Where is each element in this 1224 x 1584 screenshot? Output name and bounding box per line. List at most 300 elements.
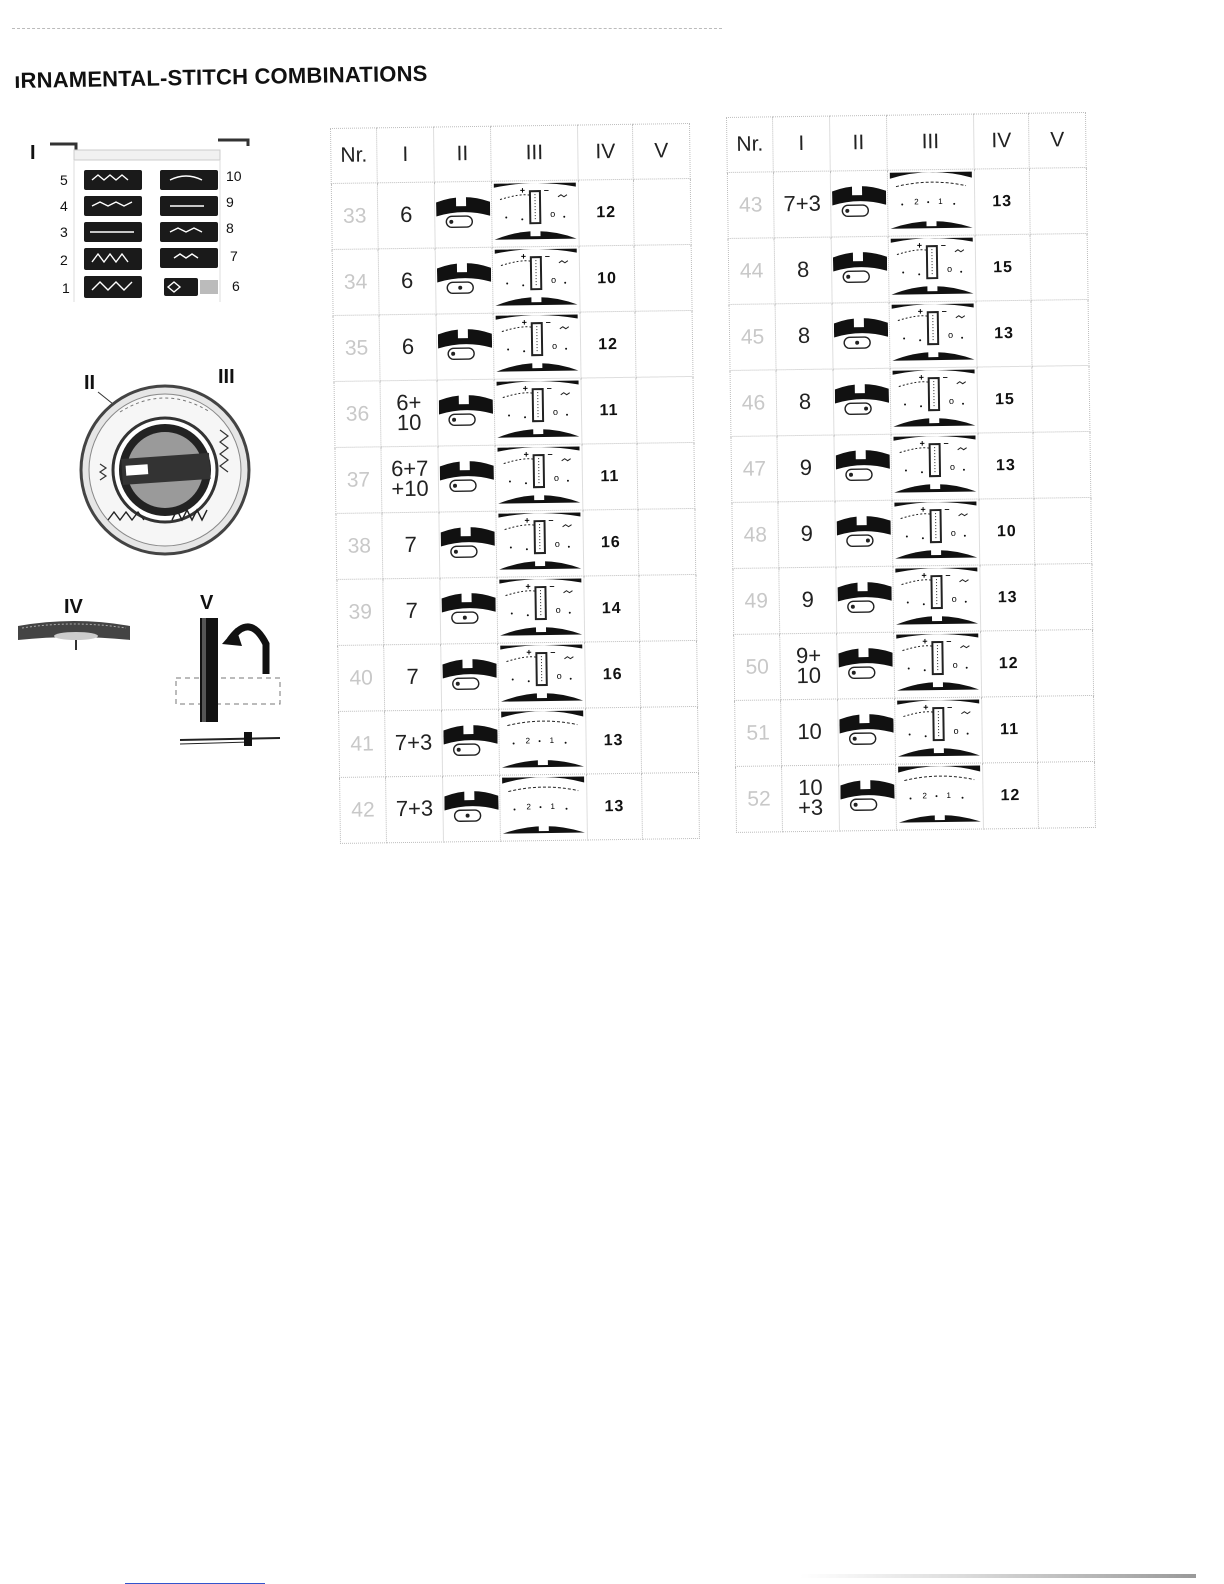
svg-text:+: + — [519, 185, 526, 196]
svg-text:–: – — [549, 580, 555, 591]
selector-lever-icon — [445, 817, 499, 835]
table-row — [340, 772, 700, 843]
wheel-value: 11 — [600, 467, 620, 485]
cell-cartridge — [381, 446, 439, 513]
cell-lever — [639, 574, 697, 641]
cell-wheel — [587, 773, 643, 840]
cell-nr — [331, 183, 378, 250]
cell-nr — [339, 711, 386, 778]
cell-selector — [435, 247, 493, 314]
svg-text:+: + — [918, 372, 924, 383]
stitch-length-dial-icon — [897, 790, 983, 828]
svg-text:o: o — [550, 208, 556, 219]
svg-text:o: o — [952, 659, 958, 670]
svg-text:+: + — [520, 251, 527, 262]
cell-lever — [633, 178, 691, 245]
cell-cartridge — [781, 699, 839, 766]
svg-text:–: – — [548, 514, 554, 525]
cell-nr — [728, 238, 775, 305]
cell-cartridge — [774, 237, 832, 304]
wheel-value: 13 — [994, 324, 1015, 342]
cartridge-left-number: 2 — [60, 252, 68, 268]
table-row — [334, 376, 694, 447]
svg-text:o: o — [953, 725, 959, 736]
header-iii: III — [886, 114, 974, 170]
cell-dial — [888, 235, 976, 302]
cell-selector — [831, 236, 889, 303]
row-number: 51 — [746, 720, 770, 745]
stitch-length-dial-icon — [501, 801, 587, 839]
wheel-label: IV — [64, 596, 83, 618]
svg-text:o: o — [950, 527, 956, 538]
cartridge-value: 7 — [405, 597, 419, 623]
row-number: 41 — [350, 731, 374, 756]
cell-selector — [438, 445, 496, 512]
svg-text:+: + — [923, 702, 929, 713]
svg-text:o: o — [554, 538, 560, 549]
row-number: 52 — [747, 786, 771, 811]
cell-nr — [734, 634, 781, 701]
svg-text:+: + — [526, 647, 532, 658]
cell-wheel — [584, 575, 640, 642]
cartridge-right-number: 9 — [226, 194, 234, 210]
row-number: 36 — [345, 401, 370, 426]
header-ii: II — [433, 126, 491, 182]
combination-table-2 — [726, 112, 1096, 833]
selector-lever-icon — [437, 289, 491, 307]
cell-wheel — [978, 432, 1034, 499]
cell-cartridge — [775, 303, 833, 370]
table-row — [734, 629, 1094, 700]
table-header-row — [727, 112, 1087, 172]
svg-text:+: + — [920, 504, 926, 515]
cell-wheel — [579, 245, 635, 312]
cell-selector — [835, 500, 893, 567]
cell-dial — [498, 642, 586, 709]
cell-cartridge — [377, 182, 435, 249]
lever-label: V — [200, 592, 214, 614]
cartridge-value: 9 — [800, 520, 814, 546]
table-row — [337, 574, 697, 645]
table-row — [333, 310, 693, 381]
row-number: 39 — [348, 599, 373, 624]
row-number: 42 — [351, 797, 375, 822]
cell-wheel — [977, 366, 1033, 433]
cartridge-value: 7 — [404, 531, 418, 557]
svg-text:+: + — [917, 306, 924, 317]
wheel-value: 13 — [604, 797, 625, 815]
table-header-row — [331, 123, 691, 183]
cell-selector — [440, 577, 498, 644]
cell-dial — [889, 301, 977, 368]
header-iv: IV — [973, 113, 1029, 169]
selector-lever-icon — [840, 740, 894, 758]
cell-dial — [887, 169, 975, 236]
row-number: 33 — [342, 204, 367, 228]
cell-wheel — [980, 564, 1036, 631]
header-ii: II — [829, 115, 887, 171]
cell-wheel — [583, 509, 639, 576]
svg-text:o: o — [555, 604, 561, 615]
stitch-width-dial-icon — [498, 580, 584, 642]
svg-text:–: – — [546, 382, 552, 393]
cartridge-value: 6+ 10 — [396, 389, 422, 435]
svg-text:–: – — [945, 569, 951, 580]
svg-text:–: – — [946, 635, 952, 646]
svg-text:2: 2 — [914, 197, 919, 207]
svg-text:+: + — [922, 636, 928, 647]
cell-nr — [727, 172, 774, 239]
row-number: 44 — [739, 258, 764, 283]
wheel-value: 14 — [601, 599, 622, 617]
cell-dial — [892, 499, 980, 566]
svg-text:–: – — [543, 184, 549, 196]
dial-label-ii: II — [84, 372, 96, 394]
table-row — [727, 167, 1087, 238]
selector-lever-icon — [837, 542, 891, 560]
cell-dial — [499, 708, 587, 775]
row-number: 40 — [349, 665, 374, 690]
cartridge-value: 8 — [798, 388, 812, 414]
cell-lever — [1034, 497, 1092, 564]
cartridge-value: 9 — [799, 454, 813, 480]
cell-wheel — [578, 179, 634, 246]
row-number: 49 — [744, 588, 769, 613]
stitch-width-dial-icon — [894, 569, 980, 631]
svg-text:1: 1 — [938, 196, 943, 207]
header-nr: Nr. — [727, 117, 774, 173]
cartridge-left-number: 1 — [62, 280, 70, 296]
wheel-value: 16 — [602, 665, 623, 683]
cell-wheel — [581, 377, 637, 444]
selector-lever-icon — [836, 476, 890, 494]
cell-dial — [896, 763, 984, 830]
svg-text:+: + — [525, 581, 531, 592]
bottom-rule — [800, 1574, 1196, 1578]
cell-lever — [638, 508, 696, 575]
cell-dial — [494, 378, 582, 445]
row-number: 48 — [743, 522, 768, 547]
dial-illustration — [60, 360, 270, 560]
header-iv: IV — [577, 124, 633, 180]
cell-cartridge — [383, 578, 441, 645]
cartridge-right-number: 6 — [232, 278, 240, 294]
cell-cartridge — [385, 710, 443, 777]
row-number: 50 — [745, 654, 770, 679]
cell-nr — [730, 370, 777, 437]
header-iii: III — [490, 125, 578, 181]
cell-dial — [890, 367, 978, 434]
cartridge-left-number: 4 — [60, 198, 68, 214]
svg-text:–: – — [942, 371, 948, 382]
combination-table — [726, 112, 1096, 833]
svg-text:+: + — [524, 515, 530, 526]
svg-text:1: 1 — [550, 801, 556, 811]
cartridge-right-number: 8 — [226, 220, 234, 236]
row-number: 43 — [738, 193, 763, 217]
wheel-value: 11 — [999, 720, 1020, 738]
row-number: 35 — [344, 335, 369, 360]
svg-text:–: – — [550, 646, 556, 657]
cell-cartridge — [773, 171, 831, 238]
cell-lever — [642, 772, 700, 839]
cell-selector — [839, 764, 897, 831]
svg-text:o: o — [556, 670, 562, 681]
svg-text:+: + — [921, 570, 927, 581]
cell-lever — [1038, 761, 1096, 828]
stitch-width-dial-icon — [493, 250, 579, 312]
cell-selector — [443, 775, 501, 842]
cell-nr — [334, 381, 381, 448]
row-number: 37 — [346, 467, 371, 492]
top-rule — [12, 28, 722, 29]
dial-figure — [60, 360, 270, 560]
wheel-value: 13 — [995, 456, 1016, 474]
selector-lever-icon — [833, 278, 887, 296]
cartridge-value: 7+3 — [395, 795, 434, 821]
svg-text:o: o — [553, 472, 559, 483]
cell-dial — [891, 433, 979, 500]
cell-cartridge — [386, 776, 444, 843]
combination-table-1 — [330, 123, 700, 844]
cell-nr — [335, 447, 382, 514]
wheel-value: 10 — [597, 269, 618, 287]
cell-lever — [1031, 299, 1089, 366]
wheel-value: 15 — [993, 258, 1014, 276]
cell-selector — [434, 181, 492, 248]
table-row — [732, 497, 1092, 568]
table-row — [331, 178, 691, 249]
cell-cartridge — [382, 512, 440, 579]
lever-illustration — [170, 590, 285, 750]
selector-lever-icon — [444, 751, 498, 769]
cell-wheel — [983, 762, 1039, 829]
table-row — [730, 365, 1090, 436]
svg-text:2: 2 — [922, 791, 928, 801]
cell-dial — [496, 510, 584, 577]
stitch-length-dial-icon — [888, 196, 974, 235]
selector-lever-icon — [841, 806, 895, 824]
cell-lever — [1035, 563, 1093, 630]
cell-lever — [1037, 695, 1095, 762]
cell-dial — [894, 631, 982, 698]
cell-selector — [439, 511, 497, 578]
cell-dial — [491, 180, 579, 247]
selector-lever-icon — [441, 553, 495, 571]
cell-selector — [837, 632, 895, 699]
selector-lever-icon — [442, 619, 496, 637]
cell-nr — [336, 513, 383, 580]
selector-lever-icon — [832, 212, 886, 230]
svg-text:o: o — [951, 593, 957, 604]
dial-label-iii: III — [218, 366, 235, 388]
cell-lever — [636, 376, 694, 443]
svg-text:–: – — [943, 437, 949, 448]
cartridge-value: 8 — [797, 322, 811, 348]
cell-cartridge — [777, 435, 835, 502]
cell-wheel — [974, 168, 1030, 235]
table-row — [729, 299, 1089, 370]
selector-lever-icon — [838, 608, 892, 626]
cartridge-value: 8 — [796, 256, 810, 282]
stitch-length-dial-icon — [500, 735, 586, 773]
cartridge-label: I — [30, 142, 36, 164]
cell-selector — [442, 709, 500, 776]
svg-text:–: – — [944, 503, 950, 514]
cell-dial — [497, 576, 585, 643]
stitch-width-dial-icon — [892, 437, 978, 499]
cell-nr — [338, 645, 385, 712]
svg-text:o: o — [949, 461, 955, 472]
cell-selector — [836, 566, 894, 633]
wheel-value: 13 — [997, 588, 1018, 606]
cell-wheel — [981, 630, 1037, 697]
svg-text:–: – — [545, 316, 551, 328]
table-row — [733, 563, 1093, 634]
table-row — [736, 761, 1096, 832]
selector-lever-icon — [443, 685, 497, 703]
stitch-width-dial-icon — [492, 184, 578, 246]
row-number: 45 — [740, 324, 765, 349]
cell-selector — [437, 379, 495, 446]
cartridge-value: 6 — [400, 267, 414, 293]
selector-lever-icon — [834, 344, 888, 362]
cartridge-figure — [28, 130, 258, 310]
cartridge-value: 10 — [797, 718, 822, 744]
combination-table — [330, 123, 700, 844]
cartridge-left-number: 5 — [60, 172, 68, 188]
stitch-width-dial-icon — [890, 305, 976, 367]
svg-text:–: – — [940, 239, 946, 251]
header-i: I — [773, 116, 831, 172]
cartridge-right-number: 7 — [230, 248, 238, 264]
wheel-value: 11 — [599, 401, 619, 419]
svg-text:–: – — [547, 448, 553, 459]
table-row — [335, 442, 695, 513]
svg-text:o: o — [947, 263, 953, 274]
table-row — [338, 640, 698, 711]
lever-figure — [170, 590, 285, 750]
cell-lever — [637, 442, 695, 509]
cell-dial — [492, 246, 580, 313]
table-row — [728, 233, 1088, 304]
cell-cartridge — [378, 248, 436, 315]
cell-cartridge — [384, 644, 442, 711]
cartridge-value: 6 — [401, 333, 415, 359]
cell-cartridge — [782, 765, 840, 832]
cell-lever — [1032, 365, 1090, 432]
cell-wheel — [976, 300, 1032, 367]
cell-nr — [729, 304, 776, 371]
cartridge-value: 6 — [399, 201, 413, 227]
cell-dial — [500, 774, 588, 841]
svg-text:2: 2 — [525, 736, 531, 746]
cell-nr — [337, 579, 384, 646]
cartridge-value: 10 +3 — [797, 774, 824, 820]
cartridge-right-number: 10 — [226, 168, 242, 184]
stitch-width-dial-icon — [495, 382, 581, 444]
cell-cartridge — [379, 314, 437, 381]
svg-text:–: – — [941, 305, 947, 317]
stitch-width-dial-icon — [497, 514, 583, 576]
wheel-value: 13 — [992, 192, 1013, 210]
selector-lever-icon — [839, 674, 893, 692]
cartridge-value: 7+3 — [783, 190, 822, 216]
cell-wheel — [979, 498, 1035, 565]
selector-lever-icon — [439, 421, 493, 439]
cell-nr — [736, 766, 783, 833]
cell-wheel — [580, 311, 636, 378]
cell-cartridge — [778, 501, 836, 568]
cell-wheel — [582, 443, 638, 510]
table-row — [332, 244, 692, 315]
cell-lever — [634, 244, 692, 311]
row-number: 46 — [741, 390, 766, 415]
cell-selector — [834, 434, 892, 501]
cell-dial — [895, 697, 983, 764]
wheel-value: 12 — [998, 654, 1019, 672]
stitch-width-dial-icon — [499, 646, 585, 707]
cell-selector — [832, 302, 890, 369]
cell-lever — [1036, 629, 1094, 696]
header-i: I — [377, 127, 435, 183]
svg-text:+: + — [916, 240, 923, 251]
table-row — [731, 431, 1091, 502]
cell-nr — [732, 502, 779, 569]
cell-lever — [641, 706, 699, 773]
cell-wheel — [982, 696, 1038, 763]
cartridge-value: 9+ 10 — [795, 642, 822, 688]
stitch-width-dial-icon — [896, 701, 982, 762]
stitch-width-dial-icon — [496, 448, 582, 510]
wheel-value: 15 — [994, 390, 1015, 408]
row-number: 47 — [742, 456, 767, 481]
svg-text:1: 1 — [549, 735, 555, 745]
cell-nr — [332, 249, 379, 316]
wheel-value: 10 — [996, 522, 1017, 540]
svg-text:–: – — [544, 250, 550, 262]
selector-lever-icon — [436, 223, 490, 241]
cartridge-value: 7+3 — [394, 729, 433, 755]
cell-wheel — [585, 641, 641, 708]
wheel-value: 12 — [596, 203, 617, 221]
row-number: 38 — [347, 533, 372, 558]
header-v: V — [1028, 112, 1086, 168]
wheel-illustration — [14, 596, 144, 656]
cell-nr — [340, 777, 387, 844]
cell-selector — [833, 368, 891, 435]
selector-lever-icon — [438, 355, 492, 373]
svg-text:o: o — [552, 406, 559, 417]
cell-dial — [493, 312, 581, 379]
cell-wheel — [586, 707, 642, 774]
svg-text:+: + — [523, 449, 529, 460]
cell-nr — [733, 568, 780, 635]
svg-text:+: + — [919, 438, 925, 449]
cell-cartridge — [780, 633, 838, 700]
selector-lever-icon — [440, 487, 494, 505]
cell-selector — [830, 170, 888, 237]
cell-selector — [436, 313, 494, 380]
cell-lever — [1033, 431, 1091, 498]
cell-wheel — [975, 234, 1031, 301]
row-number: 34 — [343, 269, 368, 294]
svg-text:–: – — [947, 701, 953, 712]
svg-text:+: + — [521, 317, 528, 328]
cartridge-value: 9 — [801, 586, 815, 612]
page-title: ıRNAMENTAL-STITCH COMBINATIONS — [14, 60, 428, 93]
wheel-value: 16 — [600, 533, 621, 551]
